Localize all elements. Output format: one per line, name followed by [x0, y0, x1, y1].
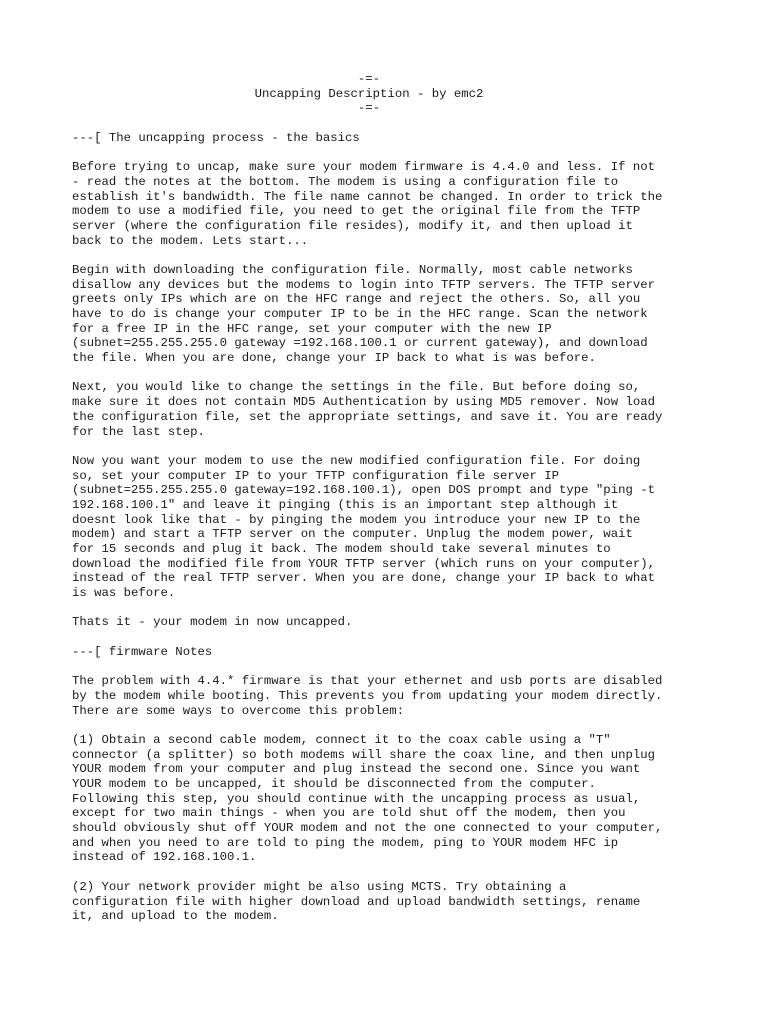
paragraph [72, 615, 692, 630]
text-line: Next, you would like to change the settings in the file. But before doing so, [72, 380, 641, 395]
text-line: except for two main things - when you are told shut off the modem, then you [72, 806, 626, 821]
text-line: should obviously shut off YOUR modem and not the one connected to your computer, [72, 821, 663, 836]
text-line: - read the notes at the bottom. The modem is using a configuration file to [72, 174, 619, 189]
paragraph [72, 263, 692, 366]
text-line: and when you need to are told to ping the modem, ping to YOUR modem HFC ip [72, 835, 619, 850]
text-line: instead of the real TFTP server. When you are done, change your IP back to what [72, 571, 655, 586]
text-line: so, set your computer IP to your TFTP configuration file server IP [72, 468, 560, 483]
text-line: 192.168.100.1" and leave it pinging (this is an important step although it [72, 497, 619, 512]
paragraph [72, 880, 692, 924]
text-line: download the modified file from YOUR TFTP server (which runs on your computer), [72, 556, 655, 571]
text-line: modem) and start a TFTP server on the computer. Unplug the modem power, wait [72, 527, 633, 542]
text-line: it, and upload to the modem. [72, 909, 279, 924]
text-line: for a free IP in the HFC range, set your computer with the new IP [72, 321, 552, 336]
text-line: (2) Your network provider might be also using MCTS. Try obtaining a [72, 879, 567, 894]
text-line: the file. When you are done, change your IP back to what is was before. [72, 351, 596, 366]
text-line: is was before. [72, 586, 176, 601]
paragraph [72, 674, 692, 718]
text-line: Following this step, you should continue with the uncapping process as usual, [72, 791, 641, 806]
text-line: connector (a splitter) so both modems will share the coax line, and then unplug [72, 747, 655, 762]
text-line: There are some ways to overcome this problem: [72, 703, 405, 718]
document-header [72, 72, 692, 116]
text-line: for the last step. [72, 424, 205, 439]
text-line: doesnt look like that - by pinging the modem you introduce your new IP to the [72, 512, 641, 527]
text-line: Begin with downloading the configuration file. Normally, most cable networks [72, 262, 633, 277]
text-line: The problem with 4.4.* firmware is that your ethernet and usb ports are disabled [72, 674, 663, 689]
paragraph [72, 160, 692, 248]
section-heading: ---[ The uncapping process - the basics [72, 130, 360, 145]
text-line: by the modem while booting. This prevents you from updating your modem directly. [72, 688, 663, 703]
text-line: modem to use a modified file, you need to get the original file from the TFTP [72, 204, 641, 219]
document-title: Uncapping Description - by emc2 [254, 86, 484, 101]
text-line: server (where the configuration file resides), modify it, and then upload it [72, 218, 633, 233]
text-line: YOUR modem to be uncapped, it should be disconnected from the computer. [72, 777, 596, 791]
title-ornament-bottom: -=- [357, 101, 381, 116]
text-line: greets only IPs which are on the HFC range and reject the others. So, all you [72, 292, 641, 307]
text-line: (1) Obtain a second cable modem, connect it to the coax cable using a "T" [72, 732, 611, 747]
text-line: have to do is change your computer IP to be in the HFC range. Scan the network [72, 307, 648, 321]
paragraph [72, 380, 692, 439]
document-page [72, 72, 692, 939]
paragraph [72, 733, 692, 865]
text-line: establish it's bandwidth. The file name cannot be changed. In order to trick the [72, 189, 663, 204]
text-line: the configuration file, set the appropriate settings, and save it. You are ready [72, 409, 663, 424]
text-line: Before trying to uncap, make sure your modem firmware is 4.4.0 and less. If not [72, 160, 655, 175]
title-ornament-top: -=- [357, 72, 381, 86]
text-line: disallow any devices but the modems to login into TFTP servers. The TFTP server [72, 277, 655, 292]
document-body [72, 131, 692, 924]
text-line: instead of 192.168.100.1. [72, 850, 257, 865]
text-line: make sure it does not contain MD5 Authentication by using MD5 remover. Now load [72, 395, 655, 410]
text-line: configuration file with higher download and upload bandwidth settings, rename [72, 894, 641, 909]
text-line: YOUR modem from your computer and plug instead the second one. Since you want [72, 762, 641, 777]
paragraph [72, 454, 692, 601]
text-line: for 15 seconds and plug it back. The modem should take several minutes to [72, 542, 611, 556]
text-line: Now you want your modem to use the new modified configuration file. For doing [72, 453, 641, 468]
text-line: back to the modem. Lets start... [72, 233, 309, 248]
text-line: Thats it - your modem in now uncapped. [72, 615, 353, 630]
text-line: (subnet=255.255.255.0 gateway=192.168.100.1), open DOS prompt and type "ping -t [72, 483, 655, 498]
text-line: (subnet=255.255.255.0 gateway =192.168.100.1 or current gateway), and download [72, 336, 648, 351]
section-heading: ---[ firmware Notes [72, 644, 213, 659]
